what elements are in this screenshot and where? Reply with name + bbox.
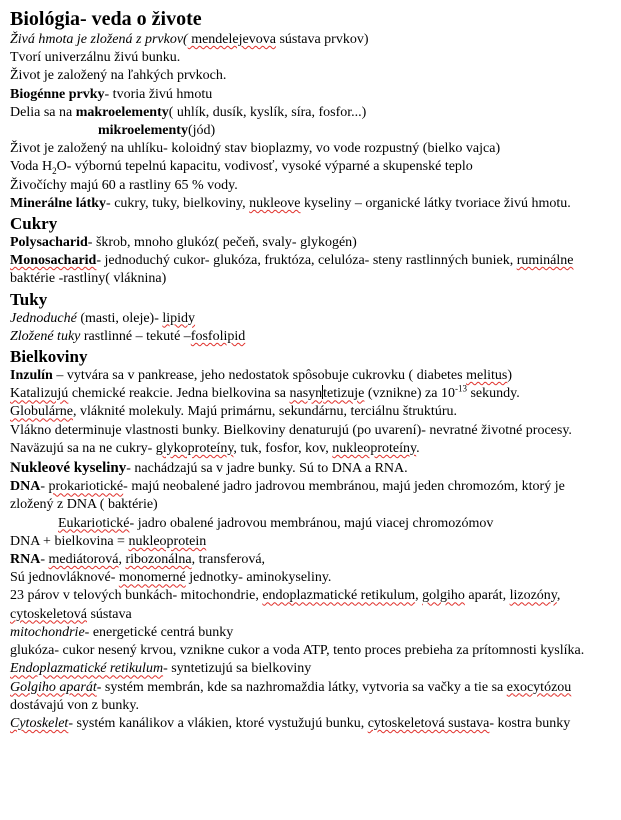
text-italic: mitochondrie bbox=[10, 624, 85, 640]
misspelled-word: tetizuje bbox=[323, 386, 365, 402]
text: . bbox=[416, 440, 420, 456]
line-univerzalna-bunka: Tvorí univerzálnu živú bunku. bbox=[10, 50, 181, 66]
heading-nukleove-kyseliny: Nukleové kyseliny bbox=[10, 460, 127, 477]
line-katalizuju bbox=[10, 385, 611, 403]
text: Naväzujú sa na ne cukry- bbox=[10, 440, 156, 456]
misspelled-word: Golgiho aparát bbox=[10, 679, 97, 695]
text: Sú jednovláknové- bbox=[10, 570, 119, 586]
text: jednotky- aminokyseliny. bbox=[185, 570, 332, 586]
misspelled-word: Cytoskelet bbox=[10, 715, 69, 731]
line-mitochondrie bbox=[10, 624, 611, 642]
page-title: Biológia- veda o živote bbox=[10, 8, 202, 30]
line-monosacharid bbox=[10, 252, 611, 288]
misspelled-word: mediátorová bbox=[48, 552, 119, 568]
heading-tuky: Tuky bbox=[10, 289, 48, 309]
misspelled-word: lizozóny bbox=[509, 588, 557, 604]
superscript: -13 bbox=[454, 383, 467, 394]
text: - škrob, mnoho glukóz( pečeň, svaly- glykogén) bbox=[87, 235, 357, 251]
text: kyseliny – organické látky tvoriace živú hmotu. bbox=[300, 195, 571, 211]
text: - energetické centrá bunky bbox=[84, 624, 234, 640]
line-zlozene-tuky bbox=[10, 328, 611, 346]
text: - systém kanálikov a vlákien, ktoré vystužujú bunku, bbox=[68, 715, 368, 731]
line-voda bbox=[10, 158, 611, 176]
misspelled-word: prokariotické bbox=[48, 479, 124, 495]
term-bold: Polysacharid bbox=[10, 235, 88, 251]
misspelled-word: cytoskeletová sustava bbox=[367, 715, 490, 731]
subscript: 2 bbox=[52, 166, 57, 177]
text-italic: Živá hmota je zložená z prvkov( bbox=[10, 32, 188, 47]
line-mineralne-latky bbox=[10, 195, 611, 213]
line-polysacharid bbox=[10, 234, 611, 252]
text: , tuk, fosfor, kov, bbox=[233, 440, 333, 456]
text: - tvoria živú hmotu bbox=[104, 86, 213, 102]
misspelled-word: Eukariotické bbox=[58, 515, 130, 531]
term-bold: Biogénne prvky bbox=[10, 86, 105, 102]
line-dna-bielkovina bbox=[10, 533, 611, 551]
text: chemické reakcie. Jedna bielkovina sa bbox=[68, 386, 290, 402]
text: , bbox=[415, 588, 423, 604]
term-bold: makroelementy bbox=[75, 104, 169, 120]
text: rastlinné – tekuté – bbox=[80, 328, 191, 344]
misspelled-word: nasyn bbox=[289, 386, 323, 402]
term-bold: Inzulín bbox=[10, 368, 53, 384]
text: dostávajú von z bunky. bbox=[10, 697, 139, 713]
text: , vláknité molekuly. Majú primárnu, sekundárnu, terciálnu štruktúru. bbox=[72, 404, 457, 420]
line-rna bbox=[10, 551, 611, 569]
line-nukleove-kyseliny bbox=[10, 459, 611, 478]
text: ) bbox=[507, 368, 512, 384]
term-bold: Monosacharid bbox=[10, 253, 97, 269]
text: sekundy. bbox=[466, 386, 520, 402]
line-uhlik: Život je založený na uhlíku- koloidný stav bioplazmy, vo vode rozpustný (bielko vajca) bbox=[10, 141, 501, 157]
misspelled-word: Katalizujú bbox=[10, 386, 69, 402]
text: - jednoduchý cukor- glukóza, fruktóza, celulóza- steny rastlinných buniek, bbox=[96, 253, 514, 269]
text: - cukry, tuky, bielkoviny, bbox=[106, 195, 250, 211]
text: - nachádzajú sa v jadre bunky. Sú to DNA a RNA. bbox=[126, 461, 408, 477]
line-inzulin bbox=[10, 367, 611, 385]
misspelled-word: ruminálne bbox=[516, 253, 574, 269]
heading-cukry: Cukry bbox=[10, 214, 58, 234]
text: - bbox=[40, 479, 49, 495]
misspelled-word: fosfolipid bbox=[190, 328, 246, 344]
line-zivocichy: Živočíchy majú 60 a rastliny 65 % vody. bbox=[10, 177, 238, 193]
text-italic: Jednoduché bbox=[10, 310, 77, 326]
misspelled-word: nukleoproteíny bbox=[332, 440, 417, 456]
text: , bbox=[118, 552, 126, 568]
line-glukoza: glukóza- cukor nesený krvou, vznikne cukor a voda ATP, tento proces prebieha za prítomnosti kyslíka. bbox=[10, 643, 585, 659]
line-biogenne-prvky bbox=[10, 86, 611, 104]
misspelled-word: exocytózou bbox=[506, 679, 572, 695]
misspelled-word: glykoproteíny bbox=[155, 440, 234, 456]
text: (vznikne) za 10 bbox=[364, 386, 455, 402]
misspelled-word: mendelejevova bbox=[187, 32, 276, 47]
text: sústava bbox=[86, 606, 132, 622]
text: O- výbornú tepelnú kapacitu, vodivosť, vysoké výparné a skupenské teplo bbox=[56, 159, 473, 175]
line-lahke-prvky: Život je založený na ľahkých prvkoch. bbox=[10, 68, 227, 84]
text: (jód) bbox=[187, 123, 216, 139]
line-makroelementy bbox=[10, 104, 611, 122]
text: - bbox=[40, 552, 49, 568]
misspelled-word: Endoplazmatické retikulum bbox=[10, 661, 164, 677]
misspelled-word: cytoskeletová bbox=[10, 606, 87, 622]
text: Voda H bbox=[10, 159, 53, 175]
misspelled-word: monomerné bbox=[118, 570, 186, 586]
text: baktérie -rastliny( vláknina) bbox=[10, 271, 167, 287]
text: ( uhlík, dusík, kyslík, síra, fosfor...) bbox=[168, 104, 367, 120]
text: DNA + bielkovina = bbox=[10, 533, 129, 549]
misspelled-word: nukleoprotein bbox=[128, 533, 207, 549]
text: 23 párov v telových bunkách- mitochondrie, bbox=[10, 588, 263, 604]
term-bold: mikroelementy bbox=[98, 123, 188, 139]
misspelled-word: melitus bbox=[466, 368, 508, 384]
line-mikroelementy bbox=[10, 122, 611, 140]
term-bold: Minerálne látky bbox=[10, 195, 107, 211]
text: - jadro obalené jadrovou membránou, majú viacej chromozómov bbox=[129, 515, 494, 531]
line-dna bbox=[10, 478, 611, 514]
line-jednoduche-tuky bbox=[10, 310, 611, 328]
line-vlakno: Vlákno determinuje vlastnosti bunky. Bielkoviny denaturujú (po uvarení)- nevratné životné procesy. bbox=[10, 422, 572, 438]
line-navazuju bbox=[10, 440, 611, 458]
text: - syntetizujú sa bielkoviny bbox=[163, 661, 312, 677]
line-globularne bbox=[10, 403, 611, 421]
text: sústava prvkov) bbox=[275, 32, 369, 47]
text: - kostra bunky bbox=[489, 715, 571, 731]
line-golgiho bbox=[10, 679, 611, 715]
term-bold: DNA bbox=[10, 479, 41, 495]
text: , transferová, bbox=[191, 552, 266, 568]
text-italic: Zložené tuky bbox=[10, 328, 81, 344]
line-ziva-hmota bbox=[10, 31, 611, 49]
heading-bielkoviny: Bielkoviny bbox=[10, 347, 88, 367]
misspelled-word: ribozonálna bbox=[125, 552, 192, 568]
text: aparát, bbox=[464, 588, 510, 604]
misspelled-word: nukleove bbox=[249, 195, 301, 211]
line-23-parov bbox=[10, 587, 611, 623]
text: - systém membrán, kde sa nazhromaždia látky, vytvoria sa vačky a tie sa bbox=[96, 679, 507, 695]
text: (masti, oleje)- bbox=[76, 310, 163, 326]
misspelled-word: golgiho bbox=[422, 588, 465, 604]
text: Delia sa na bbox=[10, 104, 76, 120]
text: , bbox=[556, 588, 561, 604]
misspelled-word: endoplazmatické retikulum bbox=[262, 588, 416, 604]
line-endoplazmaticke bbox=[10, 660, 611, 678]
misspelled-word: lipidy bbox=[162, 310, 196, 326]
line-cytoskelet bbox=[10, 715, 611, 733]
text: - majú neobalené jadro jadrovou membránou, majú jeden chromozóm, ktorý je zložený z DNA ( baktérie) bbox=[10, 479, 565, 513]
term-bold: RNA bbox=[10, 552, 41, 568]
line-jednovlaknove bbox=[10, 569, 611, 587]
misspelled-word: Globulárne bbox=[10, 404, 73, 420]
text: – vytvára sa v pankrease, jeho nedostatok spôsobuje cukrovku ( diabetes bbox=[52, 368, 467, 384]
line-eukarioticke bbox=[10, 515, 611, 533]
